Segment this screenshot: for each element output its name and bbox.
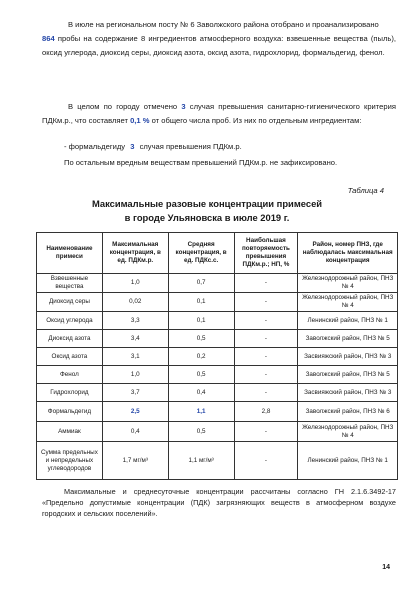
cell-max: 1,0 bbox=[102, 274, 168, 293]
cell-repeat: - bbox=[234, 442, 298, 480]
cell-substance: Фенол bbox=[37, 366, 103, 384]
city-text-b: случая превышения санитарно-гигиенического критерия ПДКм.р., что составляет bbox=[42, 102, 396, 125]
cell-avg: 0,4 bbox=[168, 384, 234, 402]
cell-max: 0,02 bbox=[102, 293, 168, 312]
cell-district: Железнодорожный район, ПНЗ № 4 bbox=[298, 293, 398, 312]
table-row bbox=[37, 293, 398, 312]
city-text-c: от общего числа проб. Из них по отдельным ингредиентам: bbox=[149, 116, 362, 125]
table-row bbox=[37, 442, 398, 480]
table-row bbox=[37, 384, 398, 402]
cell-max: 3,7 bbox=[102, 384, 168, 402]
cell-substance: Гидрохлорид bbox=[37, 384, 103, 402]
exceed-cases: 3 bbox=[181, 102, 186, 111]
cell-avg: 0,7 bbox=[168, 274, 234, 293]
table-row bbox=[37, 330, 398, 348]
cell-max: 2,5 bbox=[102, 402, 168, 422]
cell-district: Заволжский район, ПНЗ № 5 bbox=[298, 366, 398, 384]
cell-avg: 0,5 bbox=[168, 330, 234, 348]
bullet-name: формальдегиду bbox=[68, 142, 126, 151]
cell-district: Ленинский район, ПНЗ № 1 bbox=[298, 442, 398, 480]
cell-max: 0,4 bbox=[102, 422, 168, 442]
table-row bbox=[37, 274, 398, 293]
cell-substance: Взвешенные вещества bbox=[37, 274, 103, 293]
table-label: Таблица 4 bbox=[347, 186, 384, 195]
bullet-num: 3 bbox=[130, 142, 135, 151]
intro-line1: В июле на региональном посту № 6 Заволжского района отобрано и проанализировано bbox=[68, 20, 379, 29]
cell-repeat: - bbox=[234, 312, 298, 330]
cell-substance: Диоксид азота bbox=[37, 330, 103, 348]
cell-repeat: - bbox=[234, 348, 298, 366]
table-title-line2: в городе Ульяновска в июле 2019 г. bbox=[124, 212, 290, 223]
cell-avg: 0,5 bbox=[168, 366, 234, 384]
table-row bbox=[37, 348, 398, 366]
exceed-percent: 0,1 % bbox=[130, 116, 150, 125]
cell-max: 1,7 мг/м³ bbox=[102, 442, 168, 480]
cell-repeat: - bbox=[234, 330, 298, 348]
table-row bbox=[37, 312, 398, 330]
cell-repeat: - bbox=[234, 274, 298, 293]
cell-repeat: 2,8 bbox=[234, 402, 298, 422]
cell-substance: Оксид азота bbox=[37, 348, 103, 366]
cell-district: Железнодорожный район, ПНЗ № 4 bbox=[298, 274, 398, 293]
table-row bbox=[37, 422, 398, 442]
cell-avg: 0,1 bbox=[168, 312, 234, 330]
bullet-text: случая превышения ПДКм.р. bbox=[139, 142, 242, 151]
header-max-concentration: Максимальная концентрация, в ед. ПДКм.р. bbox=[102, 233, 168, 274]
cell-substance: Диоксид серы bbox=[37, 293, 103, 312]
cell-district: Заволжский район, ПНЗ № 6 bbox=[298, 402, 398, 422]
intro-paragraph bbox=[42, 18, 396, 60]
cell-repeat: - bbox=[234, 366, 298, 384]
cell-avg: 1,1 мг/м³ bbox=[168, 442, 234, 480]
table-row bbox=[37, 402, 398, 422]
header-avg-concentration: Средняя концентрация, в ед. ПДКс.с. bbox=[168, 233, 234, 274]
concentrations-table bbox=[36, 232, 398, 480]
city-paragraph bbox=[42, 100, 396, 128]
cell-repeat: - bbox=[234, 422, 298, 442]
cell-avg: 0,2 bbox=[168, 348, 234, 366]
header-repeatability: Наибольшая повторяемость превышения ПДКм.р.; НП, % bbox=[234, 233, 298, 274]
city-text-a: В целом по городу отмечено bbox=[68, 102, 182, 111]
cell-repeat: - bbox=[234, 293, 298, 312]
cell-substance: Формальдегид bbox=[37, 402, 103, 422]
cell-substance: Аммиак bbox=[37, 422, 103, 442]
table-header-row bbox=[37, 233, 398, 274]
header-district: Район, номер ПНЗ, где наблюдалась максимальная концентрация bbox=[298, 233, 398, 274]
footnote-text: Максимальные и среднесуточные концентрации рассчитаны согласно ГН 2.1.6.3492-17 «Предельно допустимые концентрации (ПДК) загрязняющих веществ в атмосферном воздухе городских и сельских поселений». bbox=[42, 487, 396, 518]
sample-count: 864 bbox=[42, 34, 55, 43]
cell-district: Ленинский район, ПНЗ № 1 bbox=[298, 312, 398, 330]
cell-max: 3,4 bbox=[102, 330, 168, 348]
cell-district: Засвияжский район, ПНЗ № 3 bbox=[298, 384, 398, 402]
cell-max: 3,1 bbox=[102, 348, 168, 366]
bullet-formaldehyde bbox=[64, 142, 242, 151]
cell-max: 1,0 bbox=[102, 366, 168, 384]
cell-avg: 0,1 bbox=[168, 293, 234, 312]
other-substances-text: По остальным вредным веществам превышений ПДКм.р. не зафиксировано. bbox=[64, 158, 338, 167]
cell-substance: Сумма предельных и непредельных углеводородов bbox=[37, 442, 103, 480]
cell-substance: Оксид углерода bbox=[37, 312, 103, 330]
page-number: 14 bbox=[382, 564, 390, 571]
cell-district: Заволжский район, ПНЗ № 5 bbox=[298, 330, 398, 348]
table-title-line1: Максимальные разовые концентрации примесей bbox=[91, 198, 323, 209]
cell-repeat: - bbox=[234, 384, 298, 402]
bullet-dash: - bbox=[64, 142, 67, 151]
cell-district: Засвияжский район, ПНЗ № 3 bbox=[298, 348, 398, 366]
cell-district: Железнодорожный район, ПНЗ № 4 bbox=[298, 422, 398, 442]
header-substance: Наименование примеси bbox=[37, 233, 103, 274]
cell-avg: 1,1 bbox=[168, 402, 234, 422]
cell-avg: 0,5 bbox=[168, 422, 234, 442]
table-row bbox=[37, 366, 398, 384]
intro-rest: пробы на содержание 8 ингредиентов атмосферного воздуха: взвешенные вещества (пыль), оксид углерода, диоксид серы, диоксид азота, оксид азота, гидрохлорид, формальдегид, фенол. bbox=[42, 34, 396, 57]
cell-max: 3,3 bbox=[102, 312, 168, 330]
